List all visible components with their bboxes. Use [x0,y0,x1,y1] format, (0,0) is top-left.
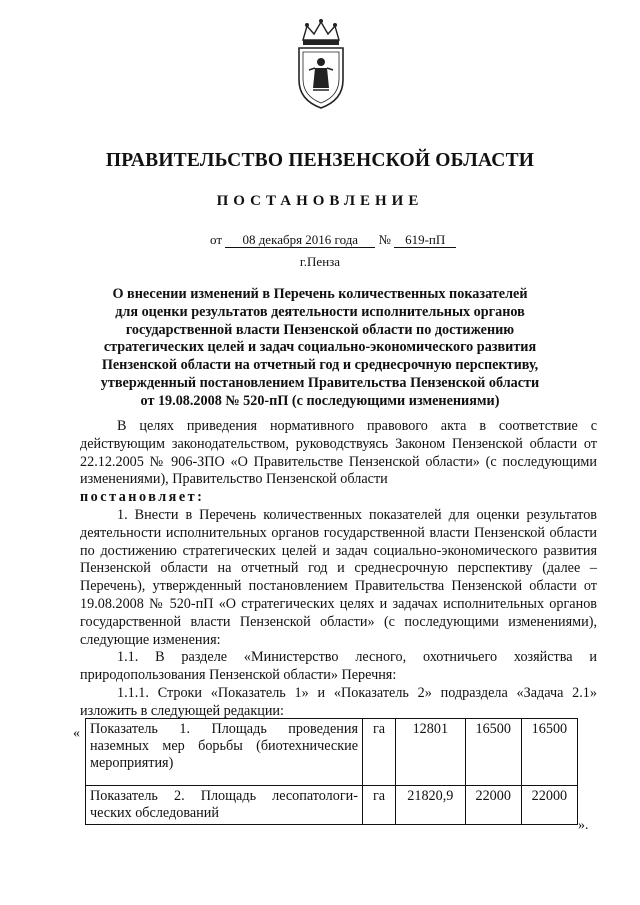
indicator-unit: га [363,719,396,786]
table-row [86,786,578,825]
document-body [80,418,597,721]
indicator-value: 22000 [465,786,521,825]
document-date: 08 декабря 2016 года [225,233,375,248]
indicator-name: Показатель 2. Площадь лесопатологи-ческих обследований [86,786,363,825]
table-row [86,719,578,786]
indicator-value: 22000 [521,786,577,825]
date-number-line [210,232,456,248]
document-number: 619-пП [394,233,456,248]
date-prefix: от [210,232,223,247]
indicator-unit: га [363,786,396,825]
indicator-name: Показатель 1. Площадь проведения наземных мер борьбы (биотехнические мероприятия) [86,719,363,786]
indicator-value: 21820,9 [396,786,466,825]
indicator-value: 16500 [465,719,521,786]
document-type: ПОСТАНОВЛЕНИЕ [216,193,424,209]
indicator-value: 16500 [521,719,577,786]
document-title: О внесении изменений в Перечень количественных показателей для оценки результатов деятельности исполнительных органов государственной власти Пензенской области по достижению стратегических целей и задач социально-экономического развития Пензенской области на отчетный год и среднесрочную перспективу, утвержденный постановлением Правительства Пензенской области от 19.08.2008 № 520-пП (с последующими изменениями) [100,286,540,409]
preamble-paragraph [80,418,597,489]
resolves-line [80,489,597,507]
indicators-table [85,718,578,825]
indicator-value: 12801 [396,719,466,786]
open-quote: « [73,726,80,741]
city: г.Пенза [299,254,341,269]
item-1-1-1: 1.1.1. Строки «Показатель 1» и «Показатель 2» подраздела «Задача 2.1» изложить в следующей редакции: [80,684,597,719]
coat-of-arms-icon [293,18,349,110]
preamble-text: В целях приведения нормативного правового акта в соответствие с действующим законодательством, руководствуясь Законом Пензенской области от 22.12.2005 № 906-ЗПО «О Правительстве Пензенской области» (с последующими изменениями), Правительство Пензенской области [80,418,597,488]
resolves-word: постановляет: [80,489,205,506]
item-1: 1. Внести в Перечень количественных показателей для оценки результатов деятельности исполнительных органов государственной власти Пензенской области по достижению стратегических целей и задач социально-экономического развития Пензенской области на отчетный год и среднесрочную перспективу (далее – Перечень), утвержденный постановлением Правительства Пензенской области от 19.08.2008 № 520-пП «О стратегических целях и задачах исполнительных органов государственной власти Пензенской области» (с последующими изменениями), следующие изменения: [80,506,597,648]
item-1-1: 1.1. В разделе «Министерство лесного, охотничьего хозяйства и природопользования Пензенской области» Перечня: [80,649,597,684]
close-quote: ». [578,818,589,833]
organization-title: ПРАВИТЕЛЬСТВО ПЕНЗЕНСКОЙ ОБЛАСТИ [105,150,535,171]
number-prefix: № [378,232,391,247]
